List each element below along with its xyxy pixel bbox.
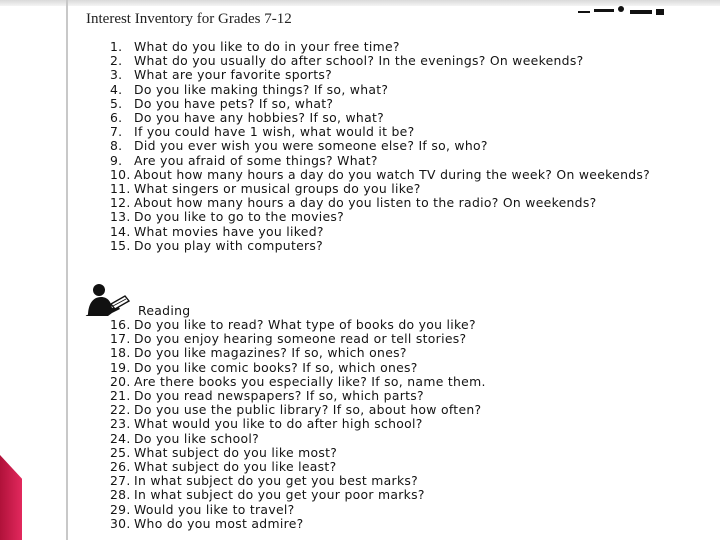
question-item bbox=[110, 40, 674, 54]
question-text: Do you have any hobbies? If so, what? bbox=[134, 110, 385, 126]
question-item bbox=[110, 182, 674, 196]
question-item bbox=[110, 389, 674, 403]
question-text: Are there books you especially like? If so, name them. bbox=[134, 373, 486, 389]
question-text: Do you read newspapers? If so, which parts? bbox=[134, 388, 424, 404]
question-text: Do you like to go to the movies? bbox=[134, 209, 345, 225]
question-item bbox=[110, 210, 674, 224]
slide-accent-shape bbox=[0, 455, 22, 540]
question-item bbox=[110, 168, 674, 182]
question-text: Do you like magazines? If so, which ones? bbox=[134, 345, 407, 361]
cropped-heading-fragment bbox=[578, 6, 670, 18]
question-item bbox=[110, 517, 674, 531]
question-text: Do you play with computers? bbox=[134, 237, 324, 253]
question-text: What do you like to do in your free time? bbox=[134, 39, 400, 54]
document-title: Interest Inventory for Grades 7-12 bbox=[86, 11, 292, 27]
question-item bbox=[110, 196, 674, 210]
question-text: Who do you most admire? bbox=[134, 515, 304, 531]
question-text: Do you like comic books? If so, which ones? bbox=[134, 359, 418, 375]
question-text: Would you like to travel? bbox=[134, 501, 295, 517]
question-text: If you could have 1 wish, what would it be? bbox=[134, 124, 415, 140]
question-text: Do you use the public library? If so, about how often? bbox=[134, 402, 482, 418]
question-text: What singers or musical groups do you like? bbox=[134, 181, 421, 197]
question-item bbox=[110, 375, 674, 389]
question-number: 12. bbox=[110, 195, 131, 211]
question-number: 2. bbox=[110, 53, 123, 69]
question-item bbox=[110, 474, 674, 488]
question-text: What do you usually do after school? In the evenings? On weekends? bbox=[134, 53, 584, 69]
question-item bbox=[110, 125, 674, 139]
question-item bbox=[110, 54, 674, 68]
question-number: 15. bbox=[110, 237, 131, 253]
question-item bbox=[110, 225, 674, 239]
question-number: 3. bbox=[110, 67, 123, 83]
question-number: 7. bbox=[110, 124, 123, 140]
question-number: 13. bbox=[110, 209, 131, 225]
question-item bbox=[110, 111, 674, 125]
question-number: 4. bbox=[110, 81, 123, 97]
question-text: Are you afraid of some things? What? bbox=[134, 152, 378, 168]
question-text: What subject do you like least? bbox=[134, 459, 337, 475]
scan-page-edge bbox=[66, 0, 68, 540]
question-number: 21. bbox=[110, 388, 131, 404]
question-item bbox=[110, 446, 674, 460]
question-item bbox=[110, 154, 674, 168]
question-number: 27. bbox=[110, 473, 131, 489]
section-heading-reading: Reading bbox=[138, 303, 191, 318]
question-text: What movies have you liked? bbox=[134, 223, 324, 239]
question-number: 11. bbox=[110, 181, 131, 197]
question-text: In what subject do you get you best marks? bbox=[134, 473, 419, 489]
question-item bbox=[110, 460, 674, 474]
question-number: 14. bbox=[110, 223, 131, 239]
question-item bbox=[110, 346, 674, 360]
question-item bbox=[110, 139, 674, 153]
question-number: 18. bbox=[110, 345, 131, 361]
question-item bbox=[110, 332, 674, 346]
question-number: 30. bbox=[110, 515, 131, 531]
question-text: Do you like to read? What type of books do you like? bbox=[134, 317, 476, 332]
question-number: 19. bbox=[110, 359, 131, 375]
question-text: Do you like school? bbox=[134, 430, 259, 446]
question-item bbox=[110, 83, 674, 97]
question-text: Did you ever wish you were someone else? If so, who? bbox=[134, 138, 488, 154]
question-number: 17. bbox=[110, 331, 131, 347]
question-text: About how many hours a day do you watch TV during the week? On weekends? bbox=[134, 166, 651, 182]
question-number: 6. bbox=[110, 110, 123, 126]
question-number: 9. bbox=[110, 152, 123, 168]
question-text: Do you enjoy hearing someone read or tell stories? bbox=[134, 331, 467, 347]
question-item bbox=[110, 488, 674, 502]
question-number: 25. bbox=[110, 444, 131, 460]
question-item bbox=[110, 239, 674, 253]
question-item bbox=[110, 432, 674, 446]
question-item bbox=[110, 68, 674, 82]
question-item bbox=[110, 97, 674, 111]
question-number: 20. bbox=[110, 373, 131, 389]
question-item bbox=[110, 403, 674, 417]
question-number: 8. bbox=[110, 138, 123, 154]
question-item bbox=[110, 318, 674, 332]
question-text: Do you have pets? If so, what? bbox=[134, 95, 334, 111]
question-number: 29. bbox=[110, 501, 131, 517]
question-item bbox=[110, 417, 674, 431]
question-number: 28. bbox=[110, 487, 131, 503]
question-number: 16. bbox=[110, 317, 131, 332]
question-number: 24. bbox=[110, 430, 131, 446]
question-number: 5. bbox=[110, 95, 123, 111]
question-number: 22. bbox=[110, 402, 131, 418]
question-text: In what subject do you get your poor marks? bbox=[134, 487, 425, 503]
question-item bbox=[110, 361, 674, 375]
question-item bbox=[110, 503, 674, 517]
question-text: About how many hours a day do you listen to the radio? On weekends? bbox=[134, 195, 597, 211]
question-number: 1. bbox=[110, 39, 123, 54]
reading-figure-icon bbox=[84, 282, 132, 316]
question-number: 26. bbox=[110, 459, 131, 475]
question-text: What would you like to do after high school? bbox=[134, 416, 423, 432]
question-number: 23. bbox=[110, 416, 131, 432]
question-text: Do you like making things? If so, what? bbox=[134, 81, 389, 97]
question-text: What are your favorite sports? bbox=[134, 67, 332, 83]
question-list-general bbox=[110, 40, 674, 253]
question-number: 10. bbox=[110, 166, 131, 182]
question-text: What subject do you like most? bbox=[134, 444, 338, 460]
question-list-reading bbox=[110, 318, 674, 531]
